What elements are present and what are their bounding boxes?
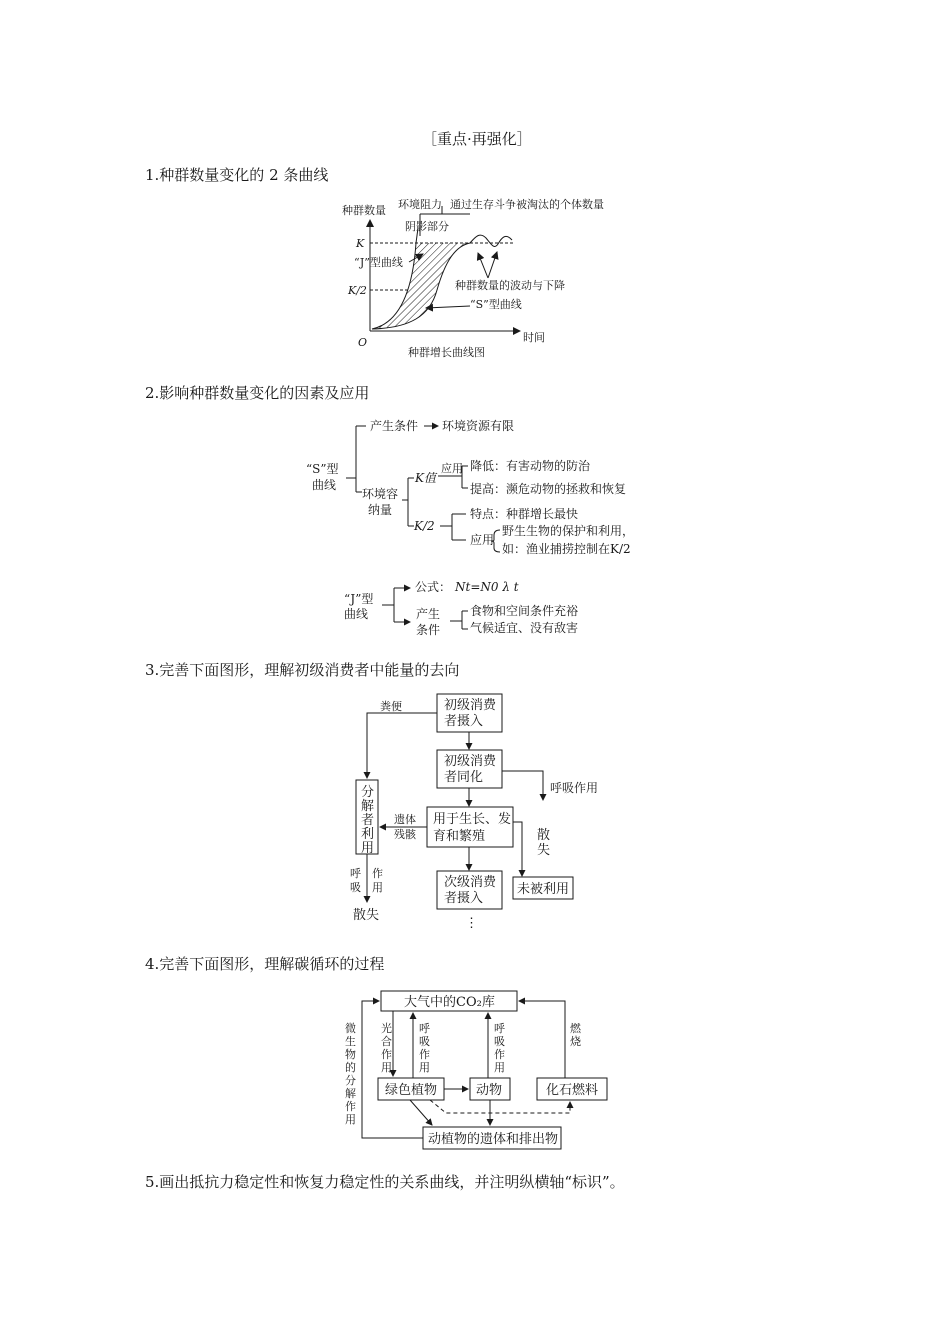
svg-text:物: 物	[345, 1048, 356, 1061]
eliminated-label: 通过生存斗争被淘汰的个体数量	[450, 198, 604, 211]
respiration-label-2	[494, 1022, 505, 1074]
formula-label: 公式：	[415, 580, 452, 594]
svg-text:吸: 吸	[494, 1035, 505, 1048]
raise-label: 提高：濒危动物的拯救和恢复	[470, 482, 627, 496]
svg-text:作: 作	[345, 1100, 356, 1113]
svg-text:的: 的	[345, 1061, 356, 1074]
decomposer-c2: 解	[361, 799, 375, 814]
resp-left-b1: 作	[372, 867, 383, 880]
j-curve-label: “J”型曲线	[354, 256, 403, 269]
growth-line2: 育和繁殖	[433, 829, 486, 844]
population-growth-figure	[330, 190, 630, 365]
atmosphere-label: 大气中的CO₂库	[404, 995, 495, 1010]
unused-label: 未被利用	[517, 882, 570, 897]
svg-text:解: 解	[345, 1087, 356, 1100]
growth-line1: 用于生长、发	[433, 812, 512, 827]
respiration-label-1	[419, 1022, 430, 1074]
apply-label: 应用	[441, 462, 463, 475]
section-5-title: 5.画出抵抗力稳定性和恢复力稳定性的关系曲线，并注明纵横轴“标识”。	[145, 1173, 625, 1191]
feature-label: 特点：种群增长最快	[470, 507, 579, 521]
s-curve-label: “S”型曲线	[470, 298, 522, 311]
secondary-line1: 次级消费	[444, 875, 497, 890]
plants-label: 绿色植物	[385, 1083, 438, 1098]
svg-text:燃: 燃	[570, 1022, 581, 1035]
assimilate-line1: 初级消费	[444, 754, 497, 769]
svg-text:分: 分	[345, 1074, 356, 1087]
j-root-line1: “J”型	[344, 592, 374, 606]
fluctuation-label: 种群数量的波动与下降	[455, 279, 565, 292]
j-root-line2: 曲线	[344, 607, 369, 621]
dissipate-bottom: 散失	[353, 908, 380, 923]
svg-text:作: 作	[419, 1048, 430, 1061]
svg-text:烧: 烧	[570, 1035, 581, 1048]
resp-left-a2: 吸	[350, 881, 361, 894]
svg-text:微: 微	[345, 1022, 356, 1035]
remains-line2: 残骸	[394, 828, 416, 841]
figure-caption: 种群增长曲线图	[408, 346, 485, 359]
intake-line1: 初级消费	[444, 698, 497, 713]
svg-text:用: 用	[345, 1113, 356, 1126]
section-4-title: 4.完善下面图形，理解碳循环的过程	[145, 955, 385, 973]
svg-text:呼: 呼	[419, 1022, 430, 1035]
intake-line2: 者摄入	[444, 714, 484, 729]
secondary-line2: 者摄入	[444, 891, 484, 906]
fishing-label: 如：渔业捕捞控制在K/2	[502, 542, 631, 556]
decomposer-c3: 者	[361, 813, 375, 828]
limited-label: 环境资源有限	[442, 419, 515, 433]
s-root-line1: “S”型	[306, 462, 339, 476]
produce2-line2: 条件	[416, 623, 441, 637]
svg-text:用: 用	[494, 1061, 505, 1074]
k-half-concept-label: K/2	[414, 519, 435, 533]
svg-text:呼: 呼	[494, 1022, 505, 1035]
food-label: 食物和空间条件充裕	[470, 604, 579, 618]
apply2-label: 应用	[470, 533, 495, 547]
decomposer-c5: 用	[361, 841, 375, 856]
dissipate-right-1: 散	[537, 828, 551, 843]
energy-flow-figure	[340, 688, 630, 934]
animals-label: 动物	[476, 1083, 503, 1098]
remains-line1: 遗体	[394, 813, 416, 826]
dissipate-right-2: 失	[537, 843, 551, 858]
s-root-line2: 曲线	[312, 478, 337, 492]
svg-text:作: 作	[381, 1048, 392, 1061]
respiration-label: 呼吸作用	[550, 781, 599, 795]
x-axis-label: 时间	[523, 331, 545, 344]
fossil-label: 化石燃料	[546, 1083, 599, 1098]
microbe-label	[345, 1021, 356, 1126]
resp-left-b2: 用	[372, 881, 383, 894]
lower-label: 降低：有害动物的防治	[470, 459, 591, 473]
k-value-label: K值	[415, 471, 436, 485]
concept-map-figure	[300, 412, 670, 640]
continuation-dots: ⋮	[465, 916, 478, 931]
section-2-title: 2.影响种群数量变化的因素及应用	[145, 384, 370, 402]
formula: Nt=N0 λ t	[455, 580, 519, 594]
capacity-line1: 环境容	[362, 487, 399, 501]
decomposer-c1: 分	[361, 785, 375, 800]
produce2-line1: 产生	[416, 607, 441, 621]
assimilate-line2: 者同化	[444, 770, 484, 785]
feces-label: 粪便	[380, 700, 402, 713]
svg-text:作: 作	[494, 1048, 505, 1061]
k-label: K	[356, 237, 365, 250]
page-header: ［重点·再强化］	[422, 130, 532, 148]
decomposer-c4: 利	[361, 827, 375, 842]
svg-text:用: 用	[419, 1061, 430, 1074]
burning-label	[570, 1021, 582, 1048]
remains-label: 动植物的遗体和排出物	[428, 1132, 559, 1147]
svg-text:吸: 吸	[419, 1035, 430, 1048]
svg-text:合: 合	[381, 1035, 392, 1048]
y-axis-label: 种群数量	[342, 204, 386, 217]
wild-label: 野生生物的保护和利用，	[502, 524, 635, 538]
svg-text:光: 光	[381, 1022, 392, 1035]
svg-text:生: 生	[345, 1035, 356, 1048]
section-1-title: 1.种群数量变化的 2 条曲线	[145, 166, 329, 184]
section-3-title: 3.完善下面图形，理解初级消费者中能量的去向	[145, 661, 460, 679]
climate-label: 气候适宜、没有敌害	[470, 621, 579, 635]
produce-label: 产生条件	[370, 419, 419, 433]
shaded-label: 阴影部分	[405, 220, 449, 233]
carbon-cycle-figure	[335, 985, 635, 1155]
svg-text:用: 用	[381, 1061, 392, 1074]
resp-left-a1: 呼	[350, 867, 361, 880]
photosynthesis-label	[381, 1021, 392, 1074]
env-resistance-label: 环境阻力	[398, 198, 442, 211]
origin-label: O	[358, 336, 368, 349]
capacity-line2: 纳量	[368, 503, 393, 517]
k-half-label: K/2	[348, 284, 367, 297]
